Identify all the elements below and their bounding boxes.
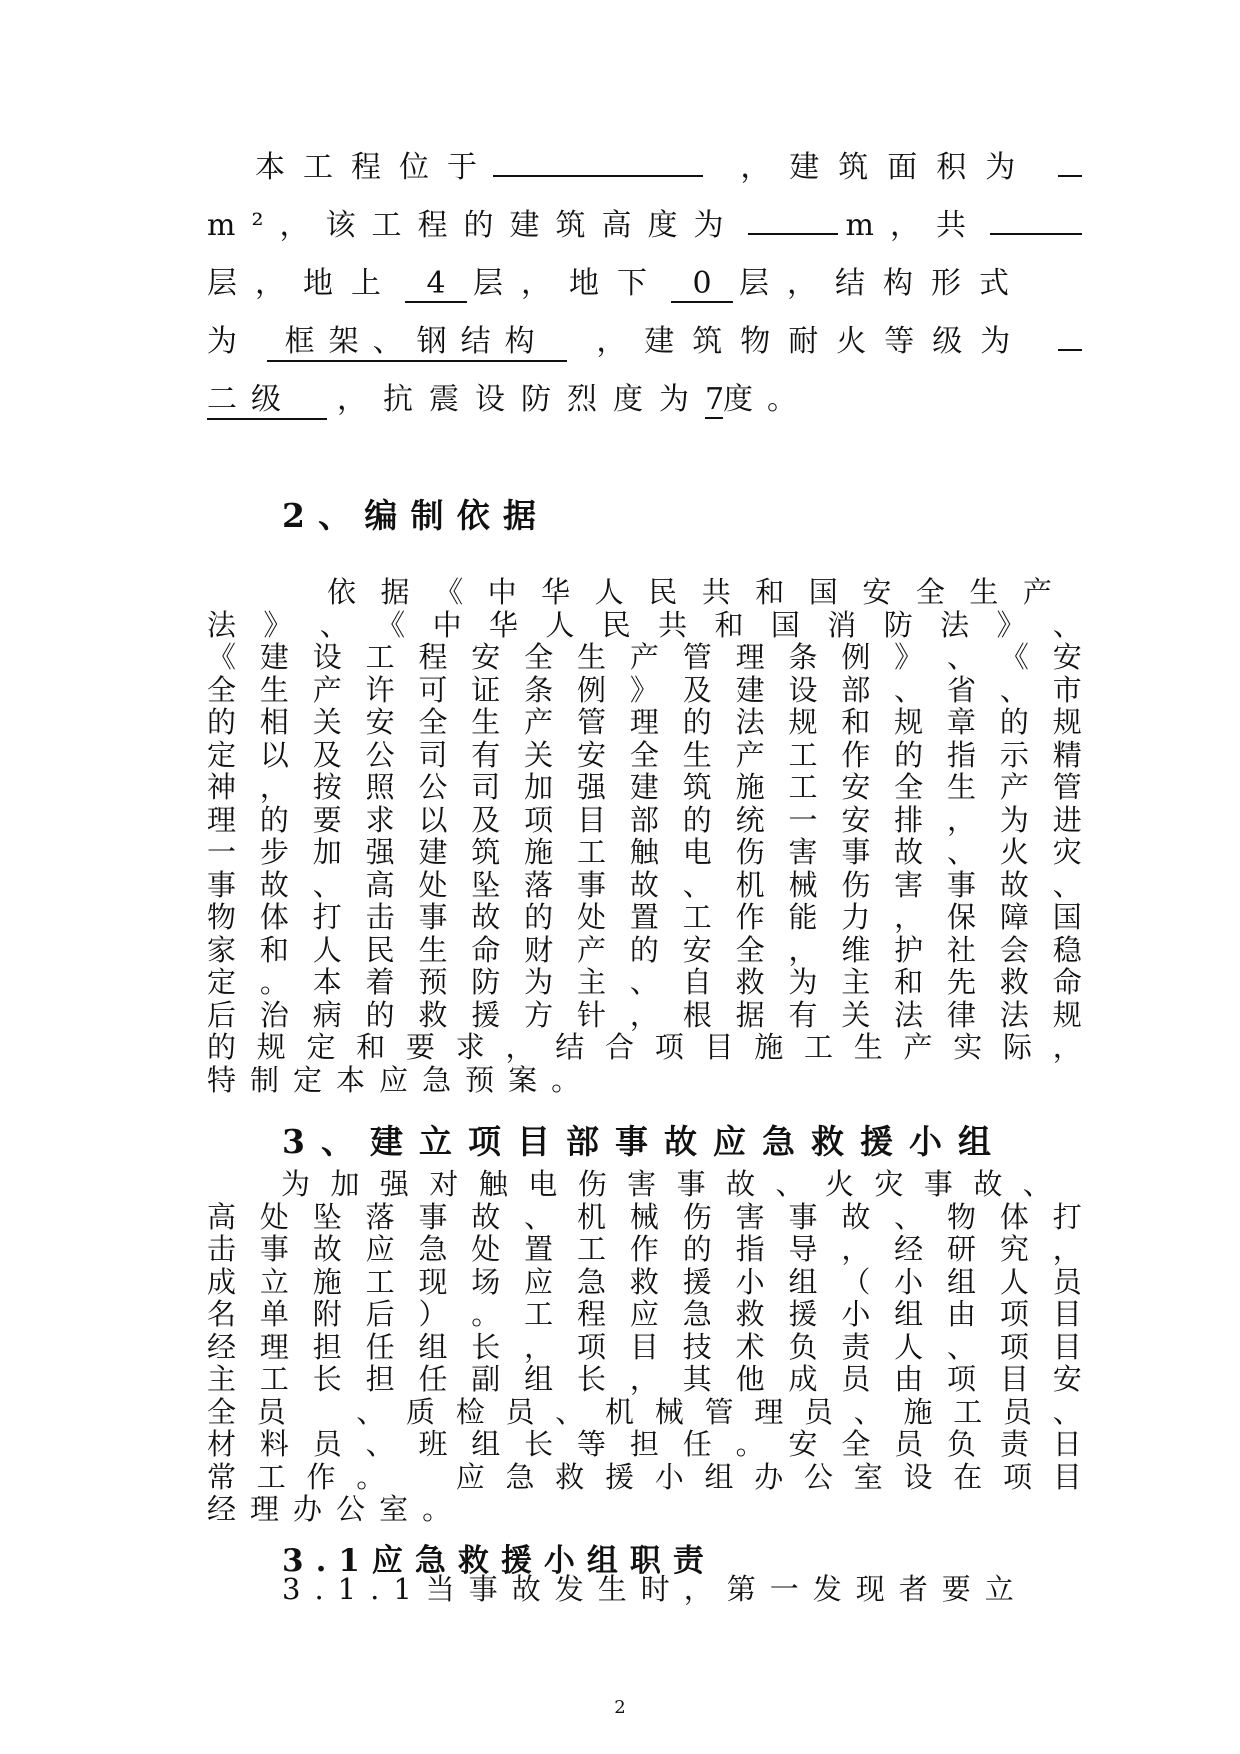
overview-text: m²，该工程的建筑高度为: [207, 208, 740, 243]
body-text-line: 理 的 要 求 以 及 项 目 部 的 统 一 安 排 ， 为 进: [207, 802, 1082, 837]
body-text-line: 物 体 打 击 事 故 的 处 置 工 作 能 力 ， 保 障 国: [207, 900, 1082, 934]
body-text-line: 全 员 、 质 检 员 、 机 械 管 理 员 、 施 工 员 、: [207, 1394, 1082, 1429]
fire-grade-value: 二级: [207, 374, 327, 420]
overview-line-3: [207, 258, 1027, 303]
body-text-line: 高 处 坠 落 事 故 、 机 械 伤 害 事 故 、 物 体 打: [207, 1199, 1082, 1234]
body-text-line: 特 制 定 本 应 急 预 案 。: [207, 1062, 595, 1097]
overview-text: 层，地上: [207, 266, 399, 301]
body-text-line: 成 立 施 工 现 场 应 急 救 援 小 组 （ 小 组 人 员: [207, 1264, 1082, 1299]
page-number: 2: [614, 1697, 626, 1718]
overview-text: 为: [207, 324, 237, 359]
body-text-line: 为 加 强 对 触 电 伤 害 事 故 、 火 灾 事 故 、: [281, 1167, 1052, 1201]
section-3-1-heading: 3.1应急救援小组职责: [282, 1543, 716, 1579]
overview-line-5: [207, 374, 827, 420]
body-text-line: 后 治 病 的 救 援 方 针 ， 根 据 有 关 法 律 法 规: [207, 997, 1082, 1032]
fire-grade-blank: [1058, 319, 1082, 351]
height-blank: [748, 203, 838, 235]
floors-blank: [990, 203, 1082, 235]
overview-text: 本工程位于: [255, 150, 495, 185]
body-text-line: 材 料 员 、 班 组 长 等 担 任 。 安 全 员 负 责 日: [207, 1427, 1082, 1461]
body-text-line: 依 据 《 中 华 人 民 共 和 国 安 全 生 产: [327, 575, 1052, 609]
floors-above-value: 4: [405, 266, 467, 303]
overview-text: 度。: [723, 382, 811, 417]
body-text-line: 法 》 、 《 中 华 人 民 共 和 国 消 防 法 》 、: [207, 607, 1082, 642]
body-text-line: 常 工 作 。 应 急 救 援 小 组 办 公 室 设 在 项 目: [207, 1459, 1082, 1494]
overview-text: m，共: [845, 208, 982, 243]
body-text-line: 《 建 设 工 程 安 全 生 产 管 理 条 例 》 、 《 安: [207, 640, 1082, 674]
body-text-line: 击 事 故 应 急 处 置 工 作 的 指 导 ， 经 研 究 ，: [207, 1232, 1082, 1266]
body-text-line: 经 理 担 任 组 长 ， 项 目 技 术 负 责 人 、 项 目: [207, 1329, 1082, 1364]
overview-line-2: [207, 200, 1082, 244]
overview-text: ，建筑物耐火等级为: [596, 324, 1029, 359]
body-text-line: 一 步 加 强 建 筑 施 工 触 电 伤 害 事 故 、 火 灾: [207, 835, 1082, 869]
body-text-line: 主 工 长 担 任 副 组 长 ， 其 他 成 员 由 项 目 安: [207, 1362, 1082, 1396]
overview-line-1: [207, 142, 1082, 186]
location-blank: [493, 145, 703, 177]
body-text-line: 全 生 产 许 可 证 条 例 》 及 建 设 部 、 省 、 市: [207, 672, 1082, 707]
body-text-line: 经 理 办 公 室 。: [207, 1492, 466, 1526]
body-text-line: 名 单 附 后 ） 。 工 程 应 急 救 援 小 组 由 项 目: [207, 1297, 1082, 1331]
body-text-line: 的 规 定 和 要 求 ， 结 合 项 目 施 工 生 产 实 际 ，: [207, 1030, 1082, 1064]
section-2-heading: 2 、 编 制 依 据: [282, 496, 536, 535]
structure-value: 框架、钢结构: [267, 316, 567, 362]
overview-line-4: [207, 316, 1082, 362]
overview-text: ，建筑面积为: [740, 150, 1035, 185]
body-text-line: 定 。 本 着 预 防 为 主 、 自 救 为 主 和 先 救 命: [207, 965, 1082, 999]
overview-text: 层，地下: [473, 266, 665, 301]
section-3-1-first-line: 3.1.1当事故发生时，第一发现者要立: [282, 1572, 1028, 1606]
body-text-line: 事 故 、 高 处 坠 落 事 故 、 机 械 伤 害 事 故 、: [207, 867, 1082, 902]
body-text-line: 定 以 及 公 司 有 关 安 全 生 产 工 作 的 指 示 精: [207, 737, 1082, 772]
area-blank: [1058, 145, 1082, 177]
body-text-line: 家 和 人 民 生 命 财 产 的 安 全 ， 维 护 社 会 稳: [207, 932, 1082, 967]
overview-text: ，抗震设防烈度为: [337, 382, 705, 417]
overview-text: 层，结构形式: [739, 266, 1027, 301]
intensity-value: 7: [705, 382, 725, 417]
section-3-heading: 3、建立项目部事故应急救援小组: [282, 1122, 1007, 1161]
floors-below-value: 0: [671, 266, 733, 303]
body-text-line: 神 ， 按 照 公 司 加 强 建 筑 施 工 安 全 生 产 管: [207, 770, 1082, 804]
body-text-line: 的 相 关 安 全 生 产 管 理 的 法 规 和 规 章 的 规: [207, 705, 1082, 739]
